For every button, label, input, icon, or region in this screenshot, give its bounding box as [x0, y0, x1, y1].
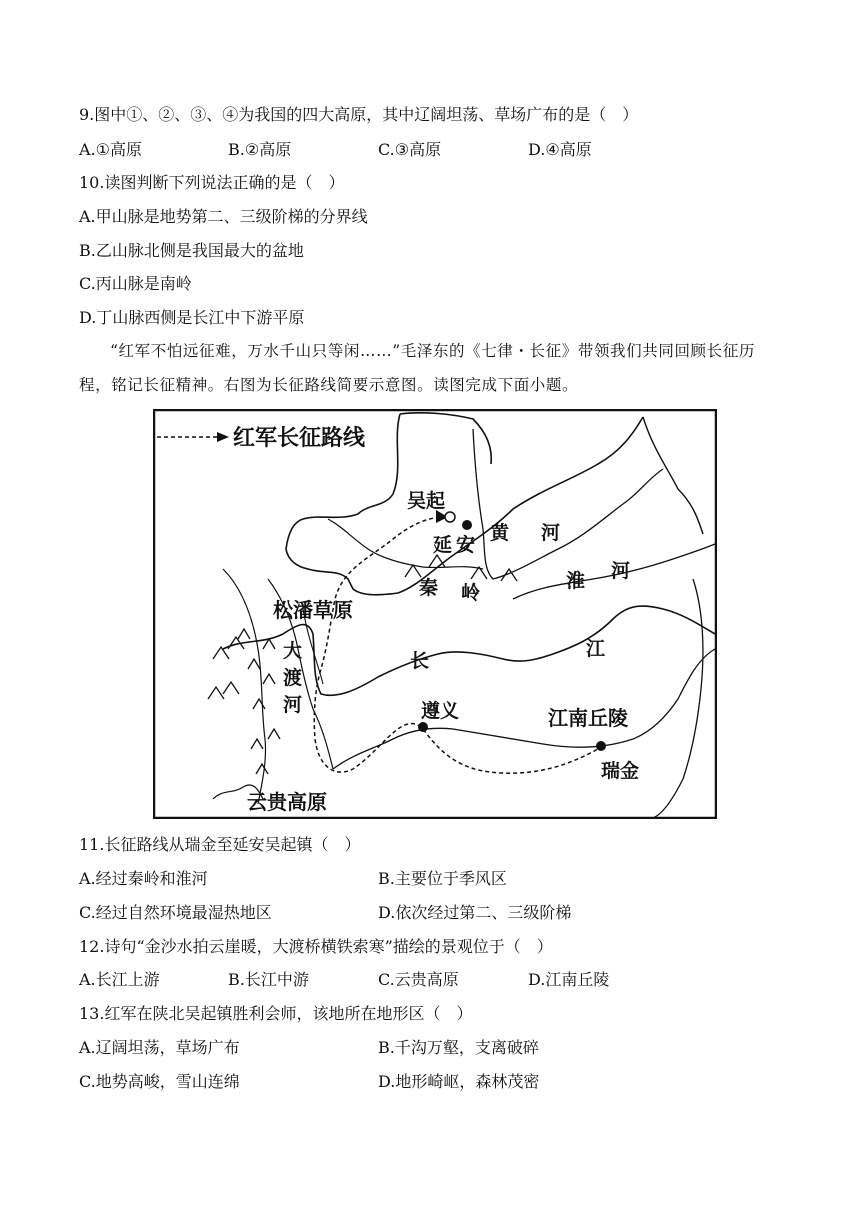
- label-chang: 长: [410, 650, 430, 672]
- q11-option-c: C.经过自然环境最湿热地区: [79, 903, 272, 922]
- q11-option-d: D.依次经过第二、三级阶梯: [378, 903, 572, 922]
- label-songpan: 松潘草原: [273, 598, 353, 622]
- label-ruijin: 瑞金: [601, 760, 640, 782]
- legend-label: 红军长征路线: [233, 426, 366, 451]
- label-yanan-1: 延: [433, 534, 453, 556]
- label-qinling-1: 秦: [419, 577, 439, 599]
- q13-option-a: A.辽阔坦荡，草场广布: [79, 1038, 240, 1057]
- label-zunyi: 遵义: [421, 700, 460, 722]
- ruijin-point: [596, 741, 606, 751]
- q10-option-a: A.甲山脉是地势第二、三级阶梯的分界线: [79, 207, 368, 226]
- label-huaihe-2: 河: [611, 560, 631, 582]
- label-dadu-3: 河: [283, 694, 303, 716]
- label-dadu-2: 渡: [283, 667, 303, 689]
- q13-option-b: B.千沟万壑，支离破碎: [378, 1038, 539, 1057]
- q9-option-b: B.②高原: [228, 140, 292, 159]
- label-yungui: 云贵高原: [247, 790, 327, 814]
- label-dadu-1: 大: [283, 640, 303, 662]
- q10-option-c: C.丙山脉是南岭: [79, 274, 192, 293]
- q9-option-c: C.③高原: [378, 140, 442, 159]
- q11-option-a: A.经过秦岭和淮河: [79, 869, 208, 888]
- q9-option-d: D.④高原: [528, 140, 592, 159]
- q13-stem: 13.红军在陕北吴起镇胜利会师，该地所在地形区（ ）: [79, 1004, 473, 1023]
- q12-option-b: B.长江中游: [228, 970, 309, 989]
- q13-option-c: C.地势高峻，雪山连绵: [79, 1072, 240, 1091]
- long-march-map: [153, 409, 717, 819]
- q12-stem: 12.诗句“金沙水拍云崖暖，大渡桥横铁索寒”描绘的景观位于（ ）: [79, 937, 553, 956]
- q10-option-d: D.丁山脉西侧是长江中下游平原: [79, 308, 305, 327]
- intro-paragraph: “红军不怕远征难，万水千山只等闲……”毛泽东的《七律・长征》带领我们共同回顾长征历程，铭记长征精神。右图为长征路线简要示意图。读图完成下面小题。: [79, 342, 755, 394]
- q10-stem: 10.读图判断下列说法正确的是（ ）: [79, 173, 345, 192]
- label-huanghe-1: 黄: [490, 522, 510, 544]
- label-huanghe-2: 河: [541, 522, 561, 544]
- label-jiangnan: 江南丘陵: [548, 706, 628, 730]
- q13-option-d: D.地形崎岖，森林茂密: [378, 1072, 540, 1091]
- wuqi-point: [445, 512, 455, 522]
- q11-stem: 11.长征路线从瑞金至延安吴起镇（ ）: [79, 835, 361, 854]
- label-wuqi: 吴起: [407, 490, 446, 512]
- label-qinling-2: 岭: [461, 582, 481, 604]
- q10-option-b: B.乙山脉北侧是我国最大的盆地: [79, 241, 304, 260]
- q12-option-c: C.云贵高原: [378, 970, 459, 989]
- map-frame: [154, 410, 716, 818]
- yanan-point: [462, 520, 472, 530]
- q12-option-d: D.江南丘陵: [528, 970, 610, 989]
- q9-stem: 9.图中①、②、③、④为我国的四大高原，其中辽阔坦荡、草场广布的是（ ）: [79, 105, 639, 124]
- q11-option-b: B.主要位于季风区: [378, 869, 507, 888]
- label-huaihe-1: 淮: [566, 570, 586, 592]
- q12-option-a: A.长江上游: [79, 970, 160, 989]
- q9-option-a: A.①高原: [79, 140, 142, 159]
- label-yanan-2: 安: [456, 534, 476, 556]
- zunyi-point: [418, 722, 428, 732]
- label-jiang: 江: [586, 638, 606, 660]
